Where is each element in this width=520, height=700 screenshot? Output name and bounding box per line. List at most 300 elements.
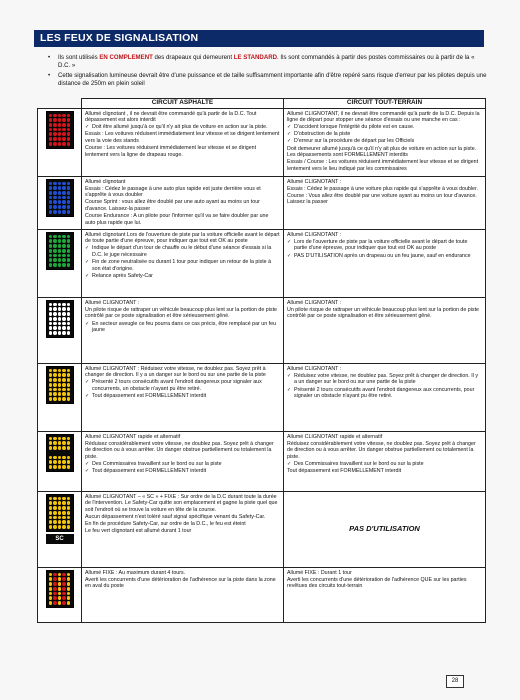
light-panel-cell <box>38 176 82 229</box>
light-dot <box>58 235 62 239</box>
light-dot <box>58 451 62 455</box>
light-dot <box>58 497 62 501</box>
light-dot <box>67 437 71 441</box>
light-dot <box>58 511 62 515</box>
light-dot <box>62 378 66 382</box>
light-dot <box>53 182 57 186</box>
light-dot <box>53 460 57 464</box>
light-dot <box>49 303 53 307</box>
paragraph: Un pilote risque de rattraper un véhicule beaucoup plus lent sur la portion de piste contrôlé par ce poste signalisation et être sérieusement gêné. <box>85 306 277 320</box>
light-dot <box>67 441 71 445</box>
light-dot <box>49 577 53 581</box>
tout-terrain-description <box>284 176 486 229</box>
light-dot <box>58 186 62 190</box>
light-panel-sc-icon <box>46 494 74 532</box>
light-dot <box>67 456 71 460</box>
light-dot <box>53 128 57 132</box>
light-dot <box>62 465 66 469</box>
light-dot <box>49 465 53 469</box>
paragraph: Averti les concurrents d'une détérioration de l'adhérence sur la piste dans la zone en aval du poste <box>85 576 276 590</box>
light-dot <box>67 205 71 209</box>
light-dot <box>67 446 71 450</box>
light-dot <box>53 497 57 501</box>
light-dot <box>53 137 57 141</box>
light-dot <box>53 369 57 373</box>
light-dot <box>67 312 71 316</box>
light-panel-cell <box>38 567 82 622</box>
intro-bullet-1: • Ils sont utilisés EN COMPLEMENT des drapeaux qui demeurent LE STANDARD. Ils sont commandés à partir des postes commissaires ou à partir de la « D.C. » <box>48 54 488 71</box>
light-dot <box>49 446 53 450</box>
light-dot <box>67 587 71 591</box>
light-dot <box>62 441 66 445</box>
light-dot <box>67 118 71 122</box>
checklist-item: ✓ Des Commissaires travaillent sur le bord ou sur la piste <box>287 461 482 468</box>
light-dot <box>53 392 57 396</box>
light-dot <box>49 205 53 209</box>
light-dot <box>49 437 53 441</box>
paragraph: Allumé FIXE : Durant 1 tour <box>287 569 352 576</box>
light-dot <box>67 182 71 186</box>
light-dot <box>58 142 62 146</box>
light-panel-cell <box>38 297 82 363</box>
light-dot <box>49 456 53 460</box>
light-dot <box>49 132 53 136</box>
light-dot <box>58 331 62 335</box>
light-dot <box>58 322 62 326</box>
light-dot <box>58 577 62 581</box>
paragraph: Allumé clignotant , il ne devrait être commandé qu'à partir de la D.C. Tout dépassement est alors interdit <box>85 110 257 124</box>
light-dot <box>53 582 57 586</box>
asphalte-description <box>82 176 284 229</box>
light-dot <box>67 186 71 190</box>
light-dot <box>58 516 62 520</box>
light-dot <box>49 123 53 127</box>
light-dot <box>58 317 62 321</box>
light-panel-cell <box>38 108 82 176</box>
light-dot <box>67 392 71 396</box>
light-dot <box>49 587 53 591</box>
light-dot <box>67 573 71 577</box>
light-dot <box>62 437 66 441</box>
paragraph: Doit demeurer allumé jusqu'à ce qu'il n'y ait plus de voiture en action sur la piste. Les dépassements sont FORMELLEMENT interdits <box>287 145 477 159</box>
light-dot <box>62 312 66 316</box>
paragraph: Averti les concurrents d'une détérioration de l'adhérence QUE sur les parties revêtues des circuits tout-terrain <box>287 576 467 590</box>
light-dot <box>58 501 62 505</box>
light-dot <box>53 378 57 382</box>
light-dot <box>58 114 62 118</box>
checklist-item: ✓ D'obstruction de la piste <box>287 131 482 138</box>
paragraph: Allumé CLIGNOTANT : <box>287 365 342 372</box>
column-header-tout-terrain: CIRCUIT TOUT-TERRAIN <box>284 99 486 109</box>
light-dot <box>62 249 66 253</box>
safety-car-label: SC <box>46 534 74 544</box>
light-dot <box>49 441 53 445</box>
paragraph: Allumé CLIGNOTANT : <box>287 178 342 185</box>
light-dot <box>53 326 57 330</box>
section-title: LES FEUX DE SIGNALISATION <box>34 30 484 47</box>
light-dot <box>62 601 66 605</box>
light-dot <box>49 582 53 586</box>
light-dot <box>49 460 53 464</box>
light-dot <box>58 191 62 195</box>
light-dot <box>58 249 62 253</box>
light-dot <box>62 326 66 330</box>
light-dot <box>49 210 53 214</box>
light-dot <box>49 196 53 200</box>
light-dot <box>58 388 62 392</box>
light-dot <box>49 186 53 190</box>
light-dot <box>53 373 57 377</box>
light-dot <box>67 322 71 326</box>
paragraph: Essais / Course : Les voitures réduisent immédiatement leur vitesse et se dirigent lentement vers le lieu indiqué par les commissaires <box>287 159 479 172</box>
paragraph: Course Endurance : A un pilote pour l'informer qu'il va se faire doubler par une auto plus rapide que lui. <box>85 213 269 226</box>
tout-terrain-description <box>284 431 486 491</box>
checklist-item: ✓ En secteur aveugle ce feu pourra dans ce cas précis, être remplacé par un feu jaune <box>85 321 280 334</box>
light-dot <box>67 200 71 204</box>
light-dot <box>58 303 62 307</box>
light-dot <box>49 378 53 382</box>
light-dot <box>62 388 66 392</box>
paragraph: Réduisez considérablement votre vitesse, ne doublez pas. Soyez prêt à changer de direction ou à vous arrêter. Un danger obstrue partiellement ou totalement la piste. <box>287 440 476 461</box>
paragraph: Allumé CLIGNOTANT rapide et alternatif <box>287 433 383 440</box>
light-dot <box>58 465 62 469</box>
light-dot <box>62 516 66 520</box>
paragraph: Allumé CLIGNOTANT : Réduisez votre vitesse, ne doublez pas. Soyez prêt à changer de direction. Il y a un danger sur le bord ou sur une partie de la piste <box>85 365 266 379</box>
asphalte-description <box>82 363 284 431</box>
light-dot <box>53 322 57 326</box>
light-dot <box>49 331 53 335</box>
light-dot <box>49 520 53 524</box>
light-dot <box>53 317 57 321</box>
light-dot <box>67 383 71 387</box>
light-dot <box>62 191 66 195</box>
light-dot <box>53 592 57 596</box>
light-dot <box>62 392 66 396</box>
signal-row <box>38 363 486 431</box>
light-dot <box>53 191 57 195</box>
light-dot <box>67 520 71 524</box>
light-dot <box>49 182 53 186</box>
light-dot <box>53 312 57 316</box>
light-panel-cell <box>38 229 82 297</box>
light-dot <box>67 239 71 243</box>
light-dot <box>53 263 57 267</box>
light-dot <box>62 303 66 307</box>
light-dot <box>53 587 57 591</box>
light-dot <box>58 397 62 401</box>
light-dot <box>62 128 66 132</box>
light-dot <box>49 244 53 248</box>
asphalte-description <box>82 431 284 491</box>
light-dot <box>53 601 57 605</box>
light-panel-blue-icon <box>46 179 74 217</box>
light-dot <box>49 506 53 510</box>
light-dot <box>62 210 66 214</box>
signal-row <box>38 431 486 491</box>
light-dot <box>62 456 66 460</box>
tout-terrain-description <box>284 297 486 363</box>
signal-row <box>38 176 486 229</box>
light-panel-green-icon <box>46 232 74 270</box>
light-dot <box>53 249 57 253</box>
signal-row <box>38 297 486 363</box>
light-dot <box>49 200 53 204</box>
light-dot <box>58 182 62 186</box>
checklist-item: ✓ Des Commissaires travaillent sur le bord ou sur la piste <box>85 461 280 468</box>
light-dot <box>62 497 66 501</box>
no-use-note: PAS D'UTILISATION <box>284 491 486 567</box>
light-dot <box>53 118 57 122</box>
paragraph: Tout dépassement est FORMELLEMENT interdit <box>287 468 402 475</box>
light-dot <box>49 601 53 605</box>
light-panel-red-icon <box>46 111 74 149</box>
light-dot <box>67 254 71 258</box>
light-dot <box>53 239 57 243</box>
light-dot <box>49 326 53 330</box>
light-dot <box>49 258 53 262</box>
light-dot <box>67 501 71 505</box>
light-dot <box>62 182 66 186</box>
light-dot <box>53 397 57 401</box>
light-dot <box>58 437 62 441</box>
light-dot <box>53 186 57 190</box>
light-dot <box>49 497 53 501</box>
light-dot <box>67 210 71 214</box>
column-header-asphalte: CIRCUIT ASPHALTE <box>82 99 284 109</box>
light-dot <box>53 465 57 469</box>
light-dot <box>67 525 71 529</box>
light-dot <box>58 369 62 373</box>
light-dot <box>58 373 62 377</box>
paragraph: Allumé CLIGNOTANT, il ne devrait être commandé qu'à partir de la D.C. Depuis la ligne de départ pour stopper une séance d'essais ou une manche en cas : <box>287 110 480 124</box>
light-dot <box>62 511 66 515</box>
light-dot <box>53 331 57 335</box>
light-dot <box>58 254 62 258</box>
light-dot <box>58 587 62 591</box>
light-dot <box>62 383 66 387</box>
paragraph: Allumé CLIGNOTANT rapide et alternatif <box>85 433 181 440</box>
asphalte-description <box>82 229 284 297</box>
light-dot <box>58 506 62 510</box>
asphalte-description <box>82 108 284 176</box>
intro-bullet-2: • Cette signalisation lumineuse devrait être d'une puissance et de taille suffisamment importante afin d'être repéré sans risque d'erreur par les pilotes depuis une distance de 250m en plein soleil <box>48 72 488 89</box>
light-dot <box>67 497 71 501</box>
light-dot <box>62 322 66 326</box>
light-dot <box>53 303 57 307</box>
light-panel-white-icon <box>46 300 74 338</box>
checklist-item: ✓ PAS D'UTILISATION après un drapeau ou un feu jaune, sauf en endurance <box>287 253 482 260</box>
light-dot <box>62 582 66 586</box>
light-dot <box>67 506 71 510</box>
light-dot <box>67 373 71 377</box>
light-dot <box>62 397 66 401</box>
checklist-item: ✓ Présenté 2 tours consécutifs avant l'endroit dangereux aux concurrents, pour signaler un obstacle n'ayant pu être retiré. <box>287 387 482 400</box>
light-dot <box>49 397 53 401</box>
tout-terrain-description <box>284 567 486 622</box>
light-dot <box>67 465 71 469</box>
light-dot <box>67 258 71 262</box>
paragraph: Essais : Les voitures réduisent immédiatement leur vitesse et se dirigent lentement vers la voie des stands <box>85 131 280 144</box>
light-dot <box>67 331 71 335</box>
light-dot <box>58 128 62 132</box>
checklist-item: ✓ D'accident lorsque l'intégrité du pilote est en cause. <box>287 124 482 131</box>
light-dot <box>62 142 66 146</box>
light-dot <box>53 456 57 460</box>
checklist-item: ✓ Relance après Safety-Car <box>85 273 280 280</box>
light-dot <box>67 303 71 307</box>
light-dot <box>67 511 71 515</box>
light-dot <box>49 249 53 253</box>
light-dot <box>49 388 53 392</box>
light-dot <box>67 235 71 239</box>
paragraph: En fin de procédure Safety-Car, sur ordre de la D.C., le feu est éteint <box>85 521 246 528</box>
light-dot <box>67 326 71 330</box>
signal-row <box>38 229 486 297</box>
light-dot <box>58 137 62 141</box>
light-dot <box>58 525 62 529</box>
light-dot <box>67 378 71 382</box>
light-panel-yellowalt-icon <box>46 434 74 472</box>
light-dot <box>53 437 57 441</box>
light-dot <box>62 235 66 239</box>
light-dot <box>62 186 66 190</box>
light-dot <box>67 451 71 455</box>
light-dot <box>62 205 66 209</box>
light-dot <box>49 516 53 520</box>
light-dot <box>67 263 71 267</box>
light-dot <box>67 191 71 195</box>
checklist-item: ✓ Fin de zone neutralisée ou durant 1 tour pour indiquer un retour de la piste à son état d'origine. <box>85 259 280 272</box>
light-panel-yellow-icon <box>46 366 74 404</box>
tout-terrain-description <box>284 108 486 176</box>
asphalte-description <box>82 567 284 622</box>
light-dot <box>67 582 71 586</box>
light-dot <box>53 506 57 510</box>
light-dot <box>62 258 66 262</box>
light-dot <box>58 460 62 464</box>
light-dot <box>58 258 62 262</box>
paragraph: Course Sprint : vous allez être doublé par une auto ayant au moins un tour d'avance. Laissez-la passer <box>85 199 260 212</box>
paragraph: Allumé clignotant <box>85 178 126 185</box>
light-dot <box>49 592 53 596</box>
light-dot <box>49 263 53 267</box>
light-dot <box>49 254 53 258</box>
light-dot <box>62 592 66 596</box>
paragraph: Le feu vert clignotant est allumé durant 1 tour <box>85 528 192 535</box>
light-dot <box>49 322 53 326</box>
checklist-item: ✓ Réduisez votre vitesse, ne doublez pas. Soyez prêt à changer de direction. Il y a un danger sur le bord ou sur une partie de la piste <box>287 373 482 386</box>
light-dot <box>62 114 66 118</box>
light-dot <box>67 601 71 605</box>
light-dot <box>49 596 53 600</box>
light-dot <box>58 244 62 248</box>
checklist-item: ✓ Indique le départ d'un tour de chauffe ou le début d'une séance d'essais si la D.C. le juge nécessaire <box>85 245 280 258</box>
light-panel-cell <box>38 491 82 567</box>
light-dot <box>53 441 57 445</box>
light-dot <box>53 205 57 209</box>
light-dot <box>62 331 66 335</box>
light-dot <box>49 142 53 146</box>
light-dot <box>53 446 57 450</box>
light-dot <box>58 383 62 387</box>
light-dot <box>53 511 57 515</box>
light-dot <box>53 196 57 200</box>
tout-terrain-description <box>284 363 486 431</box>
light-dot <box>49 373 53 377</box>
light-dot <box>62 525 66 529</box>
paragraph: Allumé CLIGNOTANT : <box>287 299 342 306</box>
light-dot <box>53 307 57 311</box>
signal-table <box>37 98 486 623</box>
light-panel-cell <box>38 363 82 431</box>
paragraph: Allumé CLIGNOTANT – « SC » + FIXE : Sur ordre de la D.C durant toute la durée de l'intervention. Le Safety-Car quitte son emplacement et gagne la piste quel que soit l'endroit où se trouve la voiture en tête de la course. <box>85 493 278 513</box>
light-dot <box>53 132 57 136</box>
light-dot <box>53 142 57 146</box>
light-dot <box>67 596 71 600</box>
light-dot <box>58 441 62 445</box>
light-dot <box>62 118 66 122</box>
light-dot <box>62 577 66 581</box>
paragraph: Course : Vous allez être doublé par une voiture ayant au moins un tour d'avance. Laissez la passer <box>287 192 477 206</box>
checklist-item: ✓ Présenté 2 tours consécutifs avant l'endroit dangereux pour signaler aux concurrents, un obstacle n'ayant pu être retiré. <box>85 379 280 392</box>
light-dot <box>58 573 62 577</box>
light-dot <box>53 254 57 258</box>
light-dot <box>53 235 57 239</box>
light-dot <box>58 582 62 586</box>
light-dot <box>53 114 57 118</box>
light-dot <box>67 397 71 401</box>
light-dot <box>58 196 62 200</box>
light-dot <box>67 114 71 118</box>
light-dot <box>62 307 66 311</box>
light-dot <box>53 123 57 127</box>
light-dot <box>58 392 62 396</box>
paragraph: Réduisez considérablement votre vitesse, ne doublez pas. Soyez prêt à changer de direction ou à vous arrêter. Un danger obstrue partiellement ou totalement la piste. <box>85 440 274 461</box>
light-dot <box>67 249 71 253</box>
light-dot <box>53 501 57 505</box>
light-dot <box>67 132 71 136</box>
light-dot <box>49 128 53 132</box>
light-dot <box>58 601 62 605</box>
light-dot <box>58 123 62 127</box>
light-dot <box>49 451 53 455</box>
light-dot <box>67 123 71 127</box>
light-dot <box>49 392 53 396</box>
light-dot <box>62 596 66 600</box>
light-dot <box>62 132 66 136</box>
light-dot <box>49 307 53 311</box>
light-panel-cell <box>38 431 82 491</box>
light-dot <box>62 573 66 577</box>
paragraph: Allumé CLIGNOTANT : <box>287 231 342 238</box>
light-dot <box>62 254 66 258</box>
light-dot <box>67 577 71 581</box>
light-dot <box>67 460 71 464</box>
light-dot <box>62 137 66 141</box>
paragraph: Course : Les voitures réduisent immédiatement leur vitesse et se dirigent lentement vers la ligne de drapeau rouge. <box>85 145 257 158</box>
light-dot <box>67 128 71 132</box>
light-dot <box>58 210 62 214</box>
light-dot <box>58 596 62 600</box>
light-dot <box>49 137 53 141</box>
page-number: 28 <box>446 675 464 688</box>
signal-row <box>38 108 486 176</box>
light-dot <box>58 520 62 524</box>
paragraph: Aucun dépassement n'est toléré sauf signal spécifique venant du Safety-Car. <box>85 514 266 521</box>
light-dot <box>62 373 66 377</box>
light-dot <box>53 200 57 204</box>
light-dot <box>67 592 71 596</box>
